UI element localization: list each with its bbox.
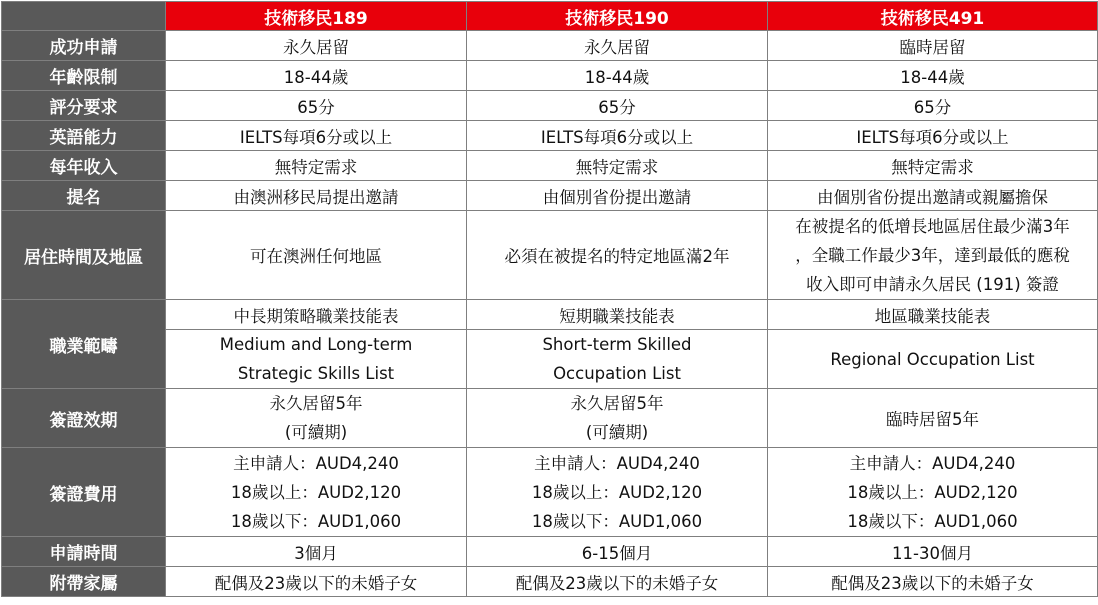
cell-score-190: 65分 bbox=[467, 91, 768, 121]
fee-line: 18歲以下：AUD1,060 bbox=[531, 511, 703, 531]
occupation-en-190-line: Short-term Skilled bbox=[542, 335, 692, 354]
cell-age-190: 18-44歲 bbox=[467, 61, 768, 91]
cell-fees-491 bbox=[768, 448, 1098, 537]
cell-occupation-en-491: Regional Occupation List bbox=[768, 330, 1098, 389]
cell-success-189: 永久居留 bbox=[166, 31, 467, 61]
row-score bbox=[2, 91, 1098, 121]
header-189: 技術移民189 bbox=[166, 2, 467, 31]
row-occupation-en bbox=[2, 330, 1098, 389]
fee-line: 主申請人：AUD4,240 bbox=[849, 453, 1016, 473]
row-label-age: 年齡限制 bbox=[2, 61, 166, 91]
row-fees bbox=[2, 448, 1098, 537]
cell-time-189: 3個月 bbox=[166, 537, 467, 567]
row-success bbox=[2, 31, 1098, 61]
fee-line: 18歲以下：AUD1,060 bbox=[847, 511, 1018, 531]
row-label-nomination: 提名 bbox=[2, 181, 166, 211]
header-491: 技術移民491 bbox=[768, 2, 1098, 31]
occupation-en-189-line: Strategic Skills List bbox=[237, 364, 395, 383]
row-validity bbox=[2, 389, 1098, 448]
cell-time-190: 6-15個月 bbox=[467, 537, 768, 567]
fee-line: 18歲以上：AUD2,120 bbox=[847, 482, 1018, 502]
validity-190-line: (可續期) bbox=[585, 423, 649, 442]
cell-validity-491: 臨時居留5年 bbox=[768, 389, 1098, 448]
cell-residence-189: 可在澳洲任何地區 bbox=[166, 211, 467, 300]
cell-occupation-en-189 bbox=[166, 330, 467, 389]
row-english bbox=[2, 121, 1098, 151]
cell-occupation-zh-491: 地區職業技能表 bbox=[768, 300, 1098, 330]
cell-score-189: 65分 bbox=[166, 91, 467, 121]
row-label-time: 申請時間 bbox=[2, 537, 166, 567]
row-occupation-zh bbox=[2, 300, 1098, 330]
cell-residence-190: 必須在被提名的特定地區滿2年 bbox=[467, 211, 768, 300]
cell-age-189: 18-44歲 bbox=[166, 61, 467, 91]
row-label-income: 每年收入 bbox=[2, 151, 166, 181]
row-label-occupation: 職業範疇 bbox=[2, 300, 166, 389]
cell-income-190: 無特定需求 bbox=[467, 151, 768, 181]
row-label-fees: 簽證費用 bbox=[2, 448, 166, 537]
row-label-english: 英語能力 bbox=[2, 121, 166, 151]
cell-score-491: 65分 bbox=[768, 91, 1098, 121]
cell-occupation-en-190 bbox=[467, 330, 768, 389]
cell-success-491: 臨時居留 bbox=[768, 31, 1098, 61]
residence-491-line: ，全職工作最少3年，達到最低的應稅 bbox=[795, 245, 1070, 265]
cell-family-190: 配偶及23歲以下的未婚子女 bbox=[467, 567, 768, 597]
cell-time-491: 11-30個月 bbox=[768, 537, 1098, 567]
cell-nomination-190: 由個別省份提出邀請 bbox=[467, 181, 768, 211]
residence-491-line: 在被提名的低增長地區居住最少滿3年 bbox=[795, 216, 1070, 236]
row-label-score: 評分要求 bbox=[2, 91, 166, 121]
fee-line: 主申請人：AUD4,240 bbox=[534, 453, 700, 473]
row-label-validity: 簽證效期 bbox=[2, 389, 166, 448]
fee-line: 主申請人：AUD4,240 bbox=[233, 453, 399, 473]
cell-success-190: 永久居留 bbox=[467, 31, 768, 61]
cell-income-189: 無特定需求 bbox=[166, 151, 467, 181]
row-label-residence: 居住時間及地區 bbox=[2, 211, 166, 300]
cell-english-491: IELTS每項6分或以上 bbox=[768, 121, 1098, 151]
fee-line: 18歲以上：AUD2,120 bbox=[531, 482, 703, 502]
validity-189-line: 永久居留5年 bbox=[269, 394, 363, 413]
cell-nomination-491: 由個別省份提出邀請或親屬擔保 bbox=[768, 181, 1098, 211]
cell-occupation-zh-189: 中長期策略職業技能表 bbox=[166, 300, 467, 330]
row-label-family: 附帶家屬 bbox=[2, 567, 166, 597]
cell-fees-190 bbox=[467, 448, 768, 537]
cell-english-190: IELTS每項6分或以上 bbox=[467, 121, 768, 151]
row-nomination bbox=[2, 181, 1098, 211]
cell-validity-189 bbox=[166, 389, 467, 448]
validity-190-line: 永久居留5年 bbox=[570, 394, 664, 413]
cell-validity-190 bbox=[467, 389, 768, 448]
cell-family-189: 配偶及23歲以下的未婚子女 bbox=[166, 567, 467, 597]
validity-189-line: (可續期) bbox=[284, 423, 348, 442]
header-190: 技術移民190 bbox=[467, 2, 768, 31]
row-time bbox=[2, 537, 1098, 567]
cell-occupation-zh-190: 短期職業技能表 bbox=[467, 300, 768, 330]
cell-income-491: 無特定需求 bbox=[768, 151, 1098, 181]
occupation-en-189-line: Medium and Long-term bbox=[219, 335, 413, 354]
row-income bbox=[2, 151, 1098, 181]
cell-fees-189 bbox=[166, 448, 467, 537]
cell-family-491: 配偶及23歲以下的未婚子女 bbox=[768, 567, 1098, 597]
fee-line: 18歲以下：AUD1,060 bbox=[230, 511, 402, 531]
cell-age-491: 18-44歲 bbox=[768, 61, 1098, 91]
row-family bbox=[2, 567, 1098, 597]
occupation-en-190-line: Occupation List bbox=[553, 364, 681, 383]
visa-comparison-table bbox=[1, 1, 1098, 597]
residence-491-line: 收入即可申請永久居民 (191) 簽證 bbox=[806, 274, 1059, 294]
corner-cell bbox=[2, 2, 166, 31]
cell-english-189: IELTS每項6分或以上 bbox=[166, 121, 467, 151]
row-label-success: 成功申請 bbox=[2, 31, 166, 61]
fee-line: 18歲以上：AUD2,120 bbox=[230, 482, 402, 502]
cell-nomination-189: 由澳洲移民局提出邀請 bbox=[166, 181, 467, 211]
header-row bbox=[2, 2, 1098, 31]
row-age bbox=[2, 61, 1098, 91]
cell-residence-491 bbox=[768, 211, 1098, 300]
row-residence bbox=[2, 211, 1098, 300]
